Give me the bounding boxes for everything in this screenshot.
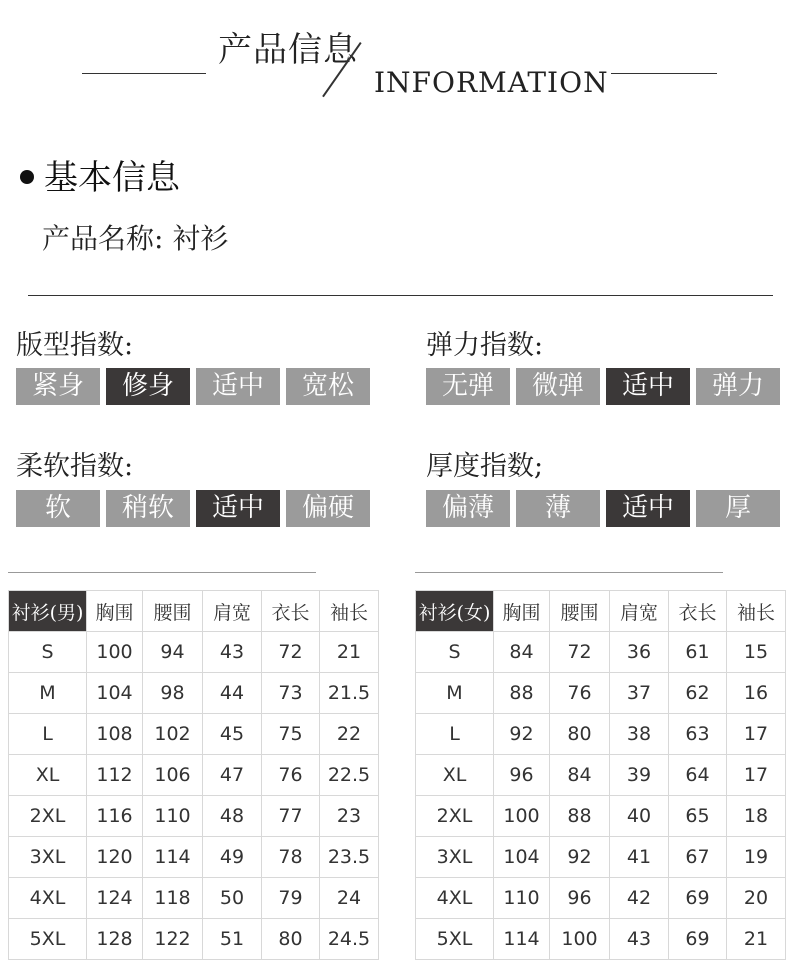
table-cell: 22.5 <box>320 755 379 796</box>
softness-option: 适中 <box>196 490 280 527</box>
size-label: XL <box>9 755 87 796</box>
size-label: 2XL <box>9 796 87 837</box>
table-cell: 88 <box>550 796 610 837</box>
table-cell: 76 <box>262 755 320 796</box>
table-cell: 80 <box>262 919 320 960</box>
elasticity-option: 适中 <box>606 368 690 405</box>
table-cell: 98 <box>143 673 203 714</box>
softness-option: 软 <box>16 490 100 527</box>
column-header: 衣长 <box>262 591 320 632</box>
section-divider <box>28 295 773 296</box>
table-row <box>416 878 786 919</box>
table-cell: 88 <box>494 673 550 714</box>
table-row <box>416 837 786 878</box>
header-rule-left <box>82 73 206 74</box>
table-row <box>9 796 379 837</box>
table-cell: 108 <box>87 714 143 755</box>
size-label: L <box>416 714 494 755</box>
table-cell: 116 <box>87 796 143 837</box>
table-corner-label: 衬衫(男) <box>9 591 87 632</box>
table-cell: 110 <box>494 878 550 919</box>
size-label: 3XL <box>9 837 87 878</box>
softness-option: 偏硬 <box>286 490 370 527</box>
table-cell: 63 <box>669 714 727 755</box>
table-cell: 67 <box>669 837 727 878</box>
table-cell: 41 <box>610 837 669 878</box>
thickness-index-options <box>426 490 780 527</box>
table-row <box>9 837 379 878</box>
table-row <box>9 673 379 714</box>
table-cell: 23.5 <box>320 837 379 878</box>
size-label: XL <box>416 755 494 796</box>
table-cell: 20 <box>727 878 786 919</box>
column-header: 腰围 <box>550 591 610 632</box>
table-row <box>416 632 786 673</box>
table-cell: 21 <box>320 632 379 673</box>
table-cell: 75 <box>262 714 320 755</box>
basic-info-title: 基本信息 <box>44 158 180 198</box>
table-cell: 45 <box>203 714 262 755</box>
table-cell: 100 <box>550 919 610 960</box>
size-label: 5XL <box>9 919 87 960</box>
table-cell: 114 <box>143 837 203 878</box>
column-header: 衣长 <box>669 591 727 632</box>
table-cell: 16 <box>727 673 786 714</box>
table-cell: 100 <box>87 632 143 673</box>
column-header: 胸围 <box>494 591 550 632</box>
table-cell: 78 <box>262 837 320 878</box>
thickness-option: 偏薄 <box>426 490 510 527</box>
table-row <box>9 632 379 673</box>
size-label: 5XL <box>416 919 494 960</box>
table-cell: 51 <box>203 919 262 960</box>
table-cell: 114 <box>494 919 550 960</box>
table-cell: 21.5 <box>320 673 379 714</box>
table-row <box>416 796 786 837</box>
fit-option: 宽松 <box>286 368 370 405</box>
table-row <box>9 755 379 796</box>
table-cell: 65 <box>669 796 727 837</box>
table-cell: 61 <box>669 632 727 673</box>
table-cell: 94 <box>143 632 203 673</box>
table-header-row <box>416 591 786 632</box>
table-cell: 96 <box>550 878 610 919</box>
table-cell: 110 <box>143 796 203 837</box>
table-row <box>416 714 786 755</box>
table-cell: 69 <box>669 878 727 919</box>
table-cell: 122 <box>143 919 203 960</box>
table-cell: 76 <box>550 673 610 714</box>
column-header: 胸围 <box>87 591 143 632</box>
elasticity-index-options <box>426 368 780 405</box>
table-cell: 102 <box>143 714 203 755</box>
softness-index-options <box>16 490 370 527</box>
table-cell: 47 <box>203 755 262 796</box>
table-cell: 62 <box>669 673 727 714</box>
table-cell: 24 <box>320 878 379 919</box>
elasticity-index-label: 弹力指数: <box>426 330 544 361</box>
table-cell: 124 <box>87 878 143 919</box>
size-label: 3XL <box>416 837 494 878</box>
table-cell: 72 <box>550 632 610 673</box>
table-cell: 128 <box>87 919 143 960</box>
size-label: S <box>9 632 87 673</box>
elasticity-option: 微弹 <box>516 368 600 405</box>
table-row <box>9 919 379 960</box>
column-header: 袖长 <box>320 591 379 632</box>
column-header: 腰围 <box>143 591 203 632</box>
size-label: 2XL <box>416 796 494 837</box>
table-cell: 96 <box>494 755 550 796</box>
table-cell: 39 <box>610 755 669 796</box>
table-cell: 22 <box>320 714 379 755</box>
table-cell: 23 <box>320 796 379 837</box>
thickness-option: 适中 <box>606 490 690 527</box>
fit-option: 修身 <box>106 368 190 405</box>
thickness-option: 厚 <box>696 490 780 527</box>
table-cell: 43 <box>203 632 262 673</box>
size-label: M <box>416 673 494 714</box>
thickness-index-label: 厚度指数; <box>426 451 544 482</box>
header-title-en: INFORMATION <box>374 66 609 99</box>
women-table-rule <box>415 572 723 573</box>
table-cell: 77 <box>262 796 320 837</box>
size-label: M <box>9 673 87 714</box>
size-label: 4XL <box>9 878 87 919</box>
table-cell: 106 <box>143 755 203 796</box>
column-header: 肩宽 <box>610 591 669 632</box>
table-cell: 17 <box>727 755 786 796</box>
table-cell: 72 <box>262 632 320 673</box>
table-cell: 21 <box>727 919 786 960</box>
bullet-icon <box>20 170 34 184</box>
table-cell: 100 <box>494 796 550 837</box>
product-name: 产品名称: 衬衫 <box>42 222 229 255</box>
elasticity-option: 无弹 <box>426 368 510 405</box>
table-cell: 84 <box>550 755 610 796</box>
table-row <box>9 878 379 919</box>
table-row <box>416 673 786 714</box>
table-cell: 44 <box>203 673 262 714</box>
header-title-cn: 产品信息 <box>218 30 358 70</box>
table-row <box>416 919 786 960</box>
size-label: L <box>9 714 87 755</box>
column-header: 袖长 <box>727 591 786 632</box>
table-cell: 112 <box>87 755 143 796</box>
fit-option: 适中 <box>196 368 280 405</box>
table-cell: 92 <box>494 714 550 755</box>
size-label: S <box>416 632 494 673</box>
table-cell: 69 <box>669 919 727 960</box>
table-cell: 43 <box>610 919 669 960</box>
table-cell: 104 <box>87 673 143 714</box>
table-cell: 48 <box>203 796 262 837</box>
table-cell: 104 <box>494 837 550 878</box>
fit-index-label: 版型指数: <box>16 330 134 361</box>
header-rule-right <box>611 73 717 74</box>
table-cell: 84 <box>494 632 550 673</box>
softness-index-label: 柔软指数: <box>16 451 134 482</box>
men-size-table <box>8 590 379 960</box>
table-cell: 19 <box>727 837 786 878</box>
table-cell: 15 <box>727 632 786 673</box>
table-row <box>416 755 786 796</box>
table-cell: 38 <box>610 714 669 755</box>
table-cell: 36 <box>610 632 669 673</box>
table-cell: 50 <box>203 878 262 919</box>
table-cell: 118 <box>143 878 203 919</box>
table-cell: 49 <box>203 837 262 878</box>
table-cell: 80 <box>550 714 610 755</box>
table-cell: 73 <box>262 673 320 714</box>
column-header: 肩宽 <box>203 591 262 632</box>
table-cell: 92 <box>550 837 610 878</box>
table-cell: 37 <box>610 673 669 714</box>
table-cell: 40 <box>610 796 669 837</box>
table-header-row <box>9 591 379 632</box>
table-cell: 42 <box>610 878 669 919</box>
softness-option: 稍软 <box>106 490 190 527</box>
men-table-rule <box>8 572 316 573</box>
table-cell: 79 <box>262 878 320 919</box>
fit-option: 紧身 <box>16 368 100 405</box>
thickness-option: 薄 <box>516 490 600 527</box>
fit-index-options <box>16 368 370 405</box>
women-size-table <box>415 590 786 960</box>
elasticity-option: 弹力 <box>696 368 780 405</box>
table-cell: 18 <box>727 796 786 837</box>
table-cell: 120 <box>87 837 143 878</box>
table-cell: 17 <box>727 714 786 755</box>
table-cell: 64 <box>669 755 727 796</box>
table-corner-label: 衬衫(女) <box>416 591 494 632</box>
size-label: 4XL <box>416 878 494 919</box>
table-cell: 24.5 <box>320 919 379 960</box>
table-row <box>9 714 379 755</box>
